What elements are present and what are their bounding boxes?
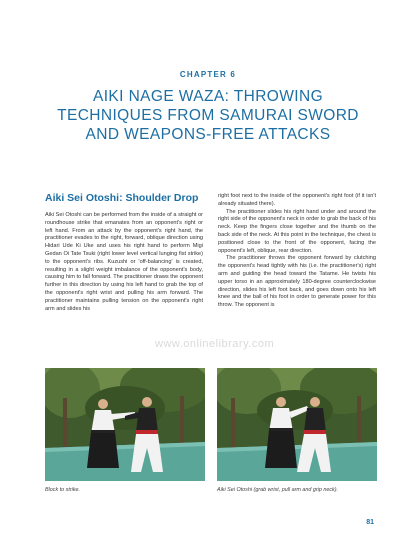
body-paragraph: right foot next to the inside of the opponent's right foot (if it isn't already situated there).: [218, 193, 376, 207]
figure-caption-left: Block to strike.: [45, 487, 81, 493]
body-column-left: [45, 212, 203, 313]
watermark: www.onlinelibrary.com: [155, 338, 275, 350]
photo-aiki-sei-otoshi: [217, 368, 377, 481]
photo-block-to-strike: [45, 368, 205, 481]
photo-illustration: [217, 368, 377, 481]
figure-caption-right: Aiki Sei Otoshi (grab wrist, pull arm and grip neck).: [217, 487, 339, 493]
chapter-label: CHAPTER 6: [179, 70, 237, 79]
page-number: 81: [366, 519, 374, 526]
body-paragraph: Aiki Sei Otoshi can be performed from the inside of a straight or roundhouse strike that emanates from an opponent's right or left hand. From an attack by the opponent's right hand, the practitioner evades to the right, forward, oblique direction using Hidari Ude Ki Uke and uses his right hand to perform Migi Gedan Oi Tate Tsuki (right lower level vertical lunging fist strike) to the opponent's ribs. Kuzushi or 'off-balancing' is created, resulting in a slight weight imbalance of the opponent's body, causing him to fall forward. The practitioner draws the opponent further in this direction by using his left hand to grab the top of the opponent's right wrist and pulling his arm forward. The practitioner maintains pulling tension on the opponent's right arm and slides his: [45, 212, 203, 312]
section-heading: Aiki Sei Otoshi: Shoulder Drop: [45, 192, 199, 204]
chapter-title: AIKI NAGE WAZA: THROWING TECHNIQUES FROM SAMURAI SWORD AND WEAPONS-FREE ATTACKS: [57, 88, 359, 143]
body-paragraph: The practitioner slides his right hand under and around the right side of the opponent's neck in order to grab the back of his neck. Keep the fingers close together and the thumb on the back side of the neck. At this point in the technique, the chest is positioned close to the front of the opponent, facing the opponent's left, oblique, rear direction.: [218, 208, 376, 254]
body-column-right: [218, 193, 376, 310]
photo-illustration: [45, 368, 205, 481]
body-paragraph: The practitioner throws the opponent forward by clutching the opponent's head tightly with his (i.e. the practitioner's) right arm and guiding the head toward the Tatame. He twists his upper torso in an approximately 180-degree counterclockwise direction, slides his left foot back, and goes down onto his left knee and the ball of his foot in order to generate power for this throw. The opponent is: [218, 255, 376, 309]
